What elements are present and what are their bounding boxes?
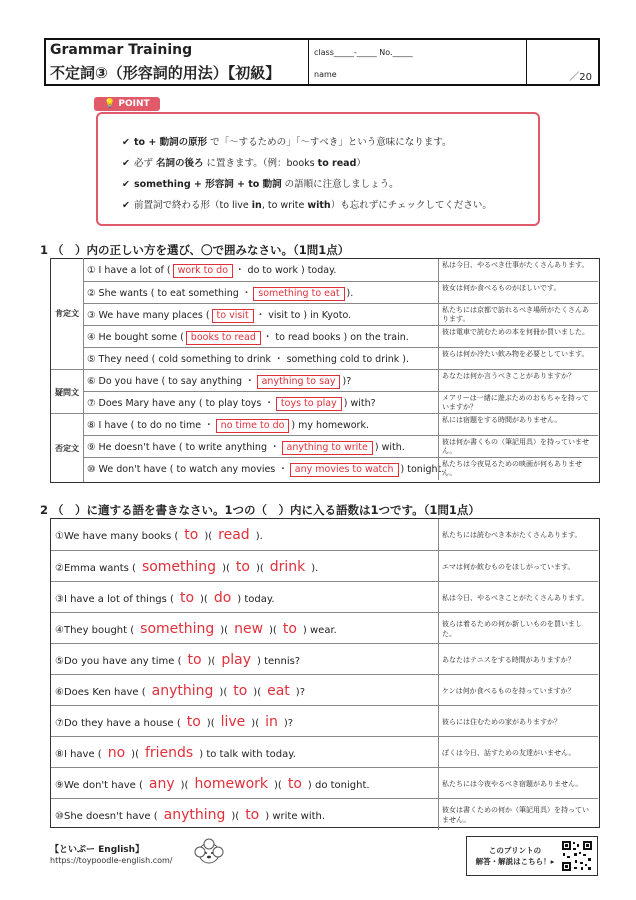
qr-code-icon[interactable] <box>561 840 593 872</box>
question-sentence <box>87 461 444 477</box>
circled-answer[interactable]: work to do <box>173 264 233 278</box>
question-sentence <box>55 652 300 668</box>
sentence-part: ). <box>346 288 354 299</box>
question-sentence <box>87 262 336 278</box>
answer-word[interactable]: new <box>234 621 264 637</box>
circled-answer[interactable]: any movies to watch <box>290 463 399 477</box>
sentence-part: ) my homework. <box>291 420 369 431</box>
sentence-part: ). <box>255 531 263 542</box>
answer-word[interactable]: friends <box>144 745 194 761</box>
sentence-part: ③ We have many places ( <box>87 310 210 321</box>
sentence-part: ① I have a lot of ( <box>87 265 171 276</box>
circled-answer[interactable]: books to read <box>186 331 261 345</box>
circled-answer[interactable]: anything to write <box>282 441 373 455</box>
translation: あなたはテニスをする時間がありますか？ <box>438 644 598 675</box>
question-sentence <box>55 527 263 543</box>
sentence-part: )( <box>269 625 277 636</box>
sentence-part: ) today. <box>237 594 275 605</box>
answer-word[interactable]: any <box>148 776 175 792</box>
sentence-part: )( <box>231 811 240 822</box>
title-cell <box>46 40 309 84</box>
worksheet-header <box>44 38 600 86</box>
sentence-part: ) with? <box>343 398 376 409</box>
sentence-part: )( <box>131 749 139 760</box>
brand-name: 【といぷー English】 <box>50 845 145 855</box>
sentence-part: )( <box>251 718 260 729</box>
category-question: 疑問文 <box>51 369 84 414</box>
title-japanese: 不定詞③（形容詞的用法）【初級】 <box>50 64 281 82</box>
point-line: ✔ to + 動詞の原形 で「～するための」「～すべき」という意味になります。 <box>122 137 452 148</box>
question-row <box>83 457 598 480</box>
question-sentence <box>87 373 351 389</box>
sentence-part: )( <box>222 563 230 574</box>
question-sentence <box>55 714 293 730</box>
section1-title: 1 （ ）内の正しい方を選び、〇で囲みなさい。（1問1点） <box>40 243 350 257</box>
question-sentence <box>55 683 305 699</box>
answer-word[interactable]: to <box>187 652 202 668</box>
title-english: Grammar Training <box>50 42 193 58</box>
sentence-part: ⑤Do you have any time ( <box>55 656 182 667</box>
fill-in-row <box>51 519 598 550</box>
translation: 私たちは今夜見るための映画が何もありません。 <box>438 458 598 480</box>
sentence-part: )( <box>200 594 208 605</box>
sentence-part: ) with. <box>374 442 405 453</box>
circled-answer[interactable]: something to eat <box>253 287 344 301</box>
sentence-part: ⑨We don't have ( <box>55 780 143 791</box>
translation: 私は今日、やるべきことがたくさんあります。 <box>438 582 598 613</box>
sentence-part: ・ visit to ) in Kyoto. <box>255 310 352 321</box>
sentence-part: )( <box>255 563 264 574</box>
answer-word[interactable]: no <box>107 745 126 761</box>
score-total: ／20 <box>569 72 592 83</box>
answer-word[interactable]: to <box>233 683 248 699</box>
sentence-part: )( <box>220 625 229 636</box>
translation: 彼らには住むための家がありますか？ <box>438 706 598 737</box>
fill-in-row <box>51 674 598 706</box>
sentence-part: ①We have many books ( <box>55 531 179 542</box>
class-number-label: class_____-_____ No._____ <box>314 48 413 57</box>
sentence-part: ②Emma wants ( <box>55 563 136 574</box>
name-label: name <box>314 70 337 79</box>
answer-word[interactable]: eat <box>267 683 290 699</box>
question-sentence <box>55 745 296 761</box>
answer-word[interactable]: to <box>179 590 195 606</box>
answer-word[interactable]: do <box>213 590 232 606</box>
sentence-part: ・ do to work ) today. <box>235 265 337 276</box>
sentence-part: ) write with. <box>265 811 326 822</box>
translation: 私は今日、やるべき仕事がたくさんあります。 <box>438 259 598 281</box>
point-badge: 💡 POINT <box>94 97 160 111</box>
site-url[interactable]: https://toypoodle-english.com/ <box>50 856 173 865</box>
sentence-part: )? <box>342 376 352 387</box>
translation: 彼女は書くための何か（筆記用具）を持っていません。 <box>438 799 598 830</box>
sentence-part: ). <box>311 563 319 574</box>
question-row <box>83 369 598 392</box>
question-row <box>83 347 598 370</box>
answer-link-text: このプリントの 解答・解説はこちら！▸ <box>475 846 555 866</box>
point-line: ✔ 前置詞で終わる形（to live in, to write with）も忘れずにチェックしてください。 <box>122 200 492 211</box>
point-line: ✔ 必ず 名詞の後ろ に置きます。（例：books to read） <box>122 158 366 169</box>
translation: 私たちには京都で訪れるべき場所がたくさんあります。 <box>438 304 598 326</box>
question-sentence <box>87 307 351 323</box>
translation: メアリーは一緒に遊ぶためのおもちゃを持っていますか？ <box>438 392 598 414</box>
sentence-part: ⑦ Does Mary have any ( to play toys ・ <box>87 398 274 409</box>
translation: 彼は何か書くもの（筆記用具）を持っていません。 <box>438 436 598 458</box>
sentence-part: )( <box>253 687 262 698</box>
student-info-cell <box>308 40 527 84</box>
translation: 私たちには今夜やるべき宿題がありません。 <box>438 768 598 799</box>
answer-word[interactable]: to <box>184 527 199 543</box>
section2-title: 2 （ ）に適する語を書きなさい。1つの（ ）内に入る語数は1つです。（1問1点） <box>40 503 480 517</box>
question-row <box>83 325 598 348</box>
score-cell <box>526 40 598 84</box>
answer-word[interactable]: read <box>218 527 250 543</box>
question-sentence <box>87 351 409 365</box>
sentence-part: )( <box>207 656 216 667</box>
section2-table <box>50 518 600 828</box>
fill-in-row <box>51 643 598 675</box>
translation: 彼は電車で読むための本を何冊か買いました。 <box>438 326 598 348</box>
category-affirmative: 肯定文 <box>51 258 84 369</box>
question-sentence <box>55 621 337 637</box>
translation: 彼らは着るための何か新しいものを買いました。 <box>438 613 598 644</box>
sentence-part: ⑧ I have ( to do no time ・ <box>87 420 214 431</box>
point-box <box>96 112 540 226</box>
question-sentence <box>87 439 405 455</box>
answer-word[interactable]: drink <box>269 559 306 575</box>
answer-word[interactable]: homework <box>194 776 269 792</box>
question-sentence <box>87 285 353 301</box>
sentence-part: ⑨ He doesn't have ( to write anything ・ <box>87 442 280 453</box>
translation: 私には宿題をする時間がありません。 <box>438 414 598 436</box>
answer-word[interactable]: play <box>221 652 251 668</box>
answer-word[interactable]: to <box>287 776 302 792</box>
fill-in-row <box>51 612 598 644</box>
point-line: ✔ something + 形容詞 + to 動詞 の語順に注意しましょう。 <box>122 179 399 190</box>
question-row <box>83 303 598 326</box>
question-row <box>83 281 598 304</box>
circled-answer[interactable]: no time to do <box>216 419 290 433</box>
sentence-part: ⑦Do they have a house ( <box>55 718 181 729</box>
question-sentence <box>87 395 376 411</box>
sentence-part: )( <box>219 687 228 698</box>
question-row <box>83 435 598 458</box>
translation: ケンは何か食べるものを持っていますか？ <box>438 675 598 706</box>
answer-word[interactable]: something <box>141 559 217 575</box>
translation: エマは何か飲むものをほしがっています。 <box>438 551 598 582</box>
sentence-part: ) tonight. <box>400 464 445 475</box>
sentence-part: )? <box>283 718 294 729</box>
question-row <box>83 413 598 436</box>
answer-word[interactable]: anything <box>151 683 214 699</box>
translation: ぼくは今日、話すための友達がいません。 <box>438 737 598 768</box>
translation: 私たちには読むべき本がたくさんあります。 <box>438 519 598 550</box>
circled-answer[interactable]: anything to say <box>257 375 341 389</box>
sentence-part: ⑥ Do you have ( to say anything ・ <box>87 376 255 387</box>
fill-in-row <box>51 550 598 582</box>
question-sentence <box>87 329 409 345</box>
answer-word[interactable]: in <box>265 714 278 730</box>
fill-in-row <box>51 705 598 737</box>
translation: 彼女は何か食べるものがほしいです。 <box>438 282 598 304</box>
section1-table <box>50 258 600 483</box>
fill-in-row <box>51 736 598 768</box>
poodle-logo-icon <box>192 838 226 868</box>
fill-in-row <box>51 767 598 799</box>
sentence-part: )( <box>274 780 282 791</box>
circled-answer[interactable]: to visit <box>212 309 254 323</box>
circled-answer[interactable]: toys to play <box>276 397 342 411</box>
sentence-part: )( <box>206 718 215 729</box>
question-sentence <box>55 807 325 823</box>
sentence-part: ⑩She doesn't have ( <box>55 811 158 822</box>
sentence-part: ) do tonight. <box>307 780 370 791</box>
translation: あなたは何か言うべきことがありますか？ <box>438 370 598 392</box>
sentence-part: )( <box>180 780 189 791</box>
sentence-part: ) wear. <box>302 625 337 636</box>
sentence-part: ⑩ We don't have ( to watch any movies ・ <box>87 464 288 475</box>
answer-word[interactable]: to <box>282 621 297 637</box>
question-sentence <box>87 417 369 433</box>
translation: 彼らは何か冷たい飲み物を必要としています。 <box>438 348 598 370</box>
sentence-part: ③I have a lot of things ( <box>55 594 174 605</box>
sentence-part: ) tennis? <box>256 656 301 667</box>
answer-word[interactable]: anything <box>163 807 226 823</box>
lightbulb-icon: 💡 <box>104 99 116 109</box>
sentence-part: )( <box>204 531 213 542</box>
answer-word[interactable]: to <box>186 714 201 730</box>
sentence-part: ⑧I have ( <box>55 749 102 760</box>
fill-in-row <box>51 581 598 613</box>
sentence-part: ④ He bought some ( <box>87 332 184 343</box>
sentence-part: )? <box>295 687 306 698</box>
question-row <box>83 391 598 414</box>
category-negative: 否定文 <box>51 413 84 482</box>
answer-word[interactable]: live <box>220 714 246 730</box>
answer-link-box[interactable] <box>466 836 598 876</box>
sentence-part: ② She wants ( to eat something ・ <box>87 288 252 299</box>
sentence-part: ・ to read books ) on the train. <box>262 332 409 343</box>
answer-word[interactable]: something <box>140 621 215 637</box>
fill-in-row <box>51 798 598 830</box>
question-sentence <box>55 559 318 575</box>
answer-word[interactable]: to <box>235 559 250 575</box>
sentence-part: ) to talk with today. <box>199 749 296 760</box>
sentence-part: ⑥Does Ken have ( <box>55 687 146 698</box>
question-sentence <box>55 776 370 792</box>
sentence-part: ④They bought ( <box>55 625 135 636</box>
question-sentence <box>55 590 275 606</box>
answer-word[interactable]: to <box>245 807 260 823</box>
sentence-part: ⑤ They need ( cold something to drink ・ something cold to drink ). <box>87 354 410 365</box>
question-row <box>83 259 598 281</box>
